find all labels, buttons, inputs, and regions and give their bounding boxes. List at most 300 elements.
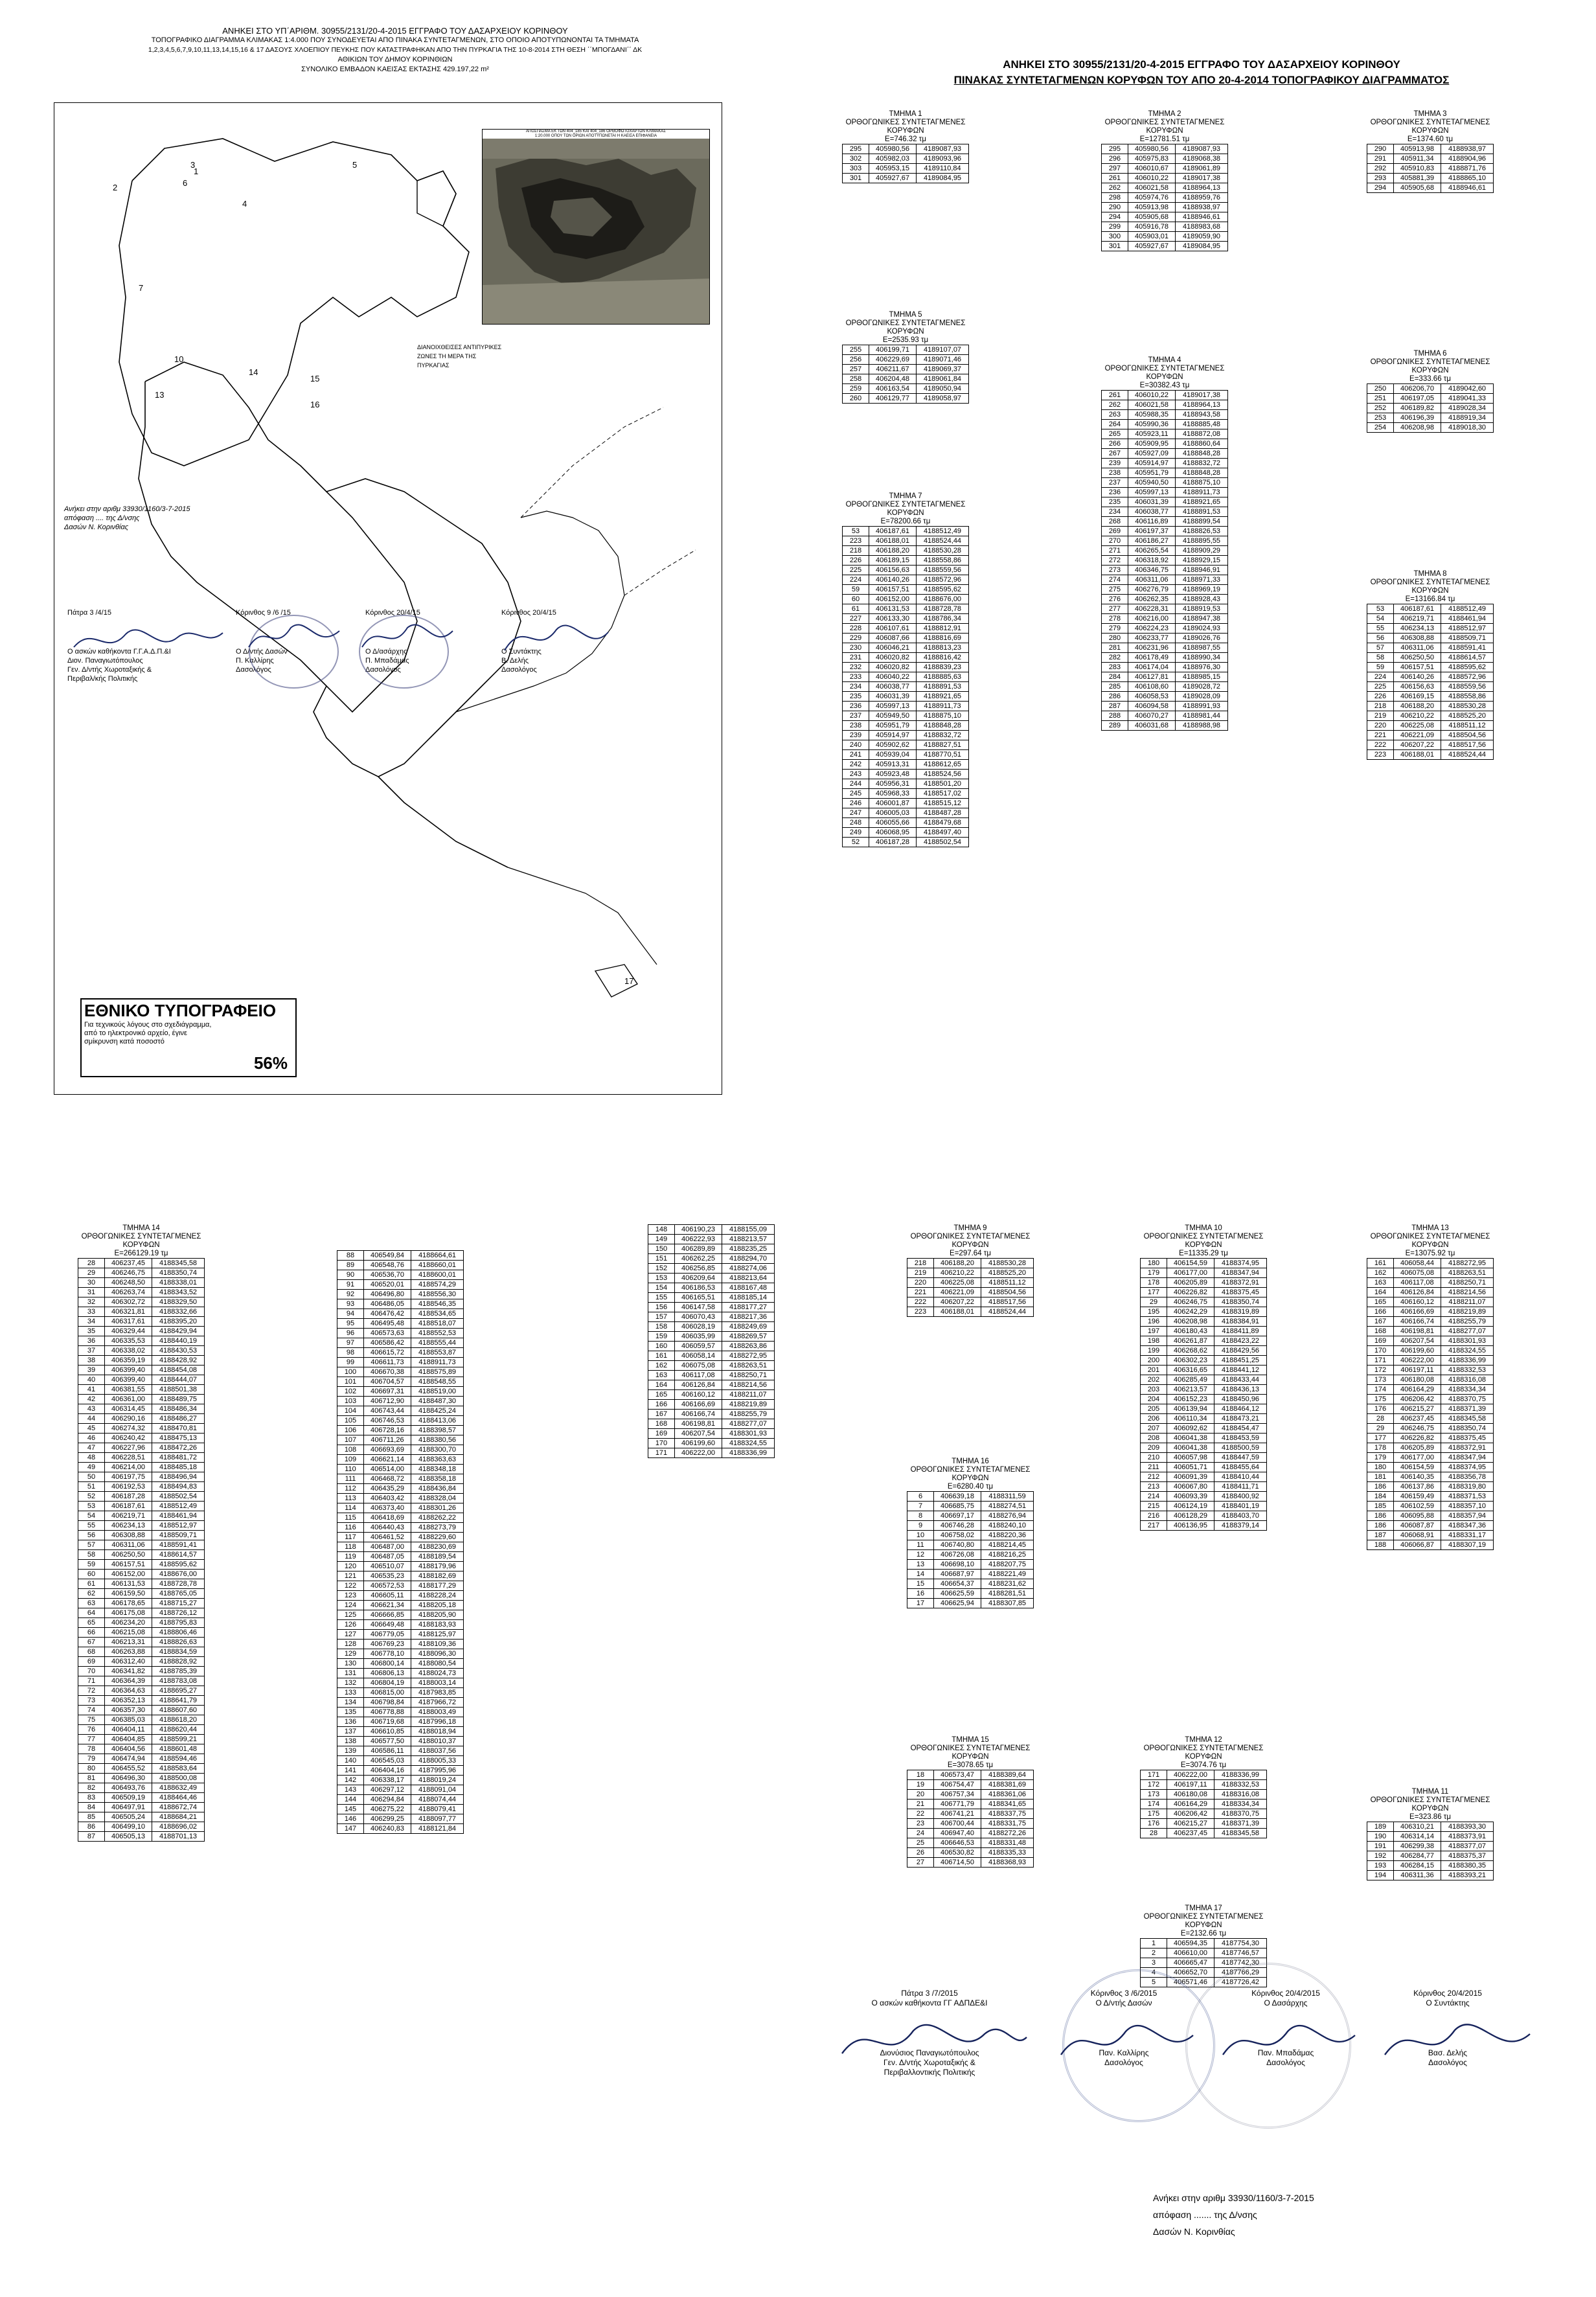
table-cell-y: 4188377,07 — [1441, 1842, 1494, 1851]
table-row — [648, 1264, 775, 1274]
table-cell-id: 220 — [1367, 721, 1394, 731]
table-cell-x: 406265,54 — [1128, 546, 1176, 556]
coord-table-body-tmima-16 — [907, 1491, 1034, 1608]
table-cell-x: 406284,77 — [1394, 1851, 1441, 1861]
table-row — [648, 1303, 775, 1312]
table-cell-y: 4188393,30 — [1441, 1822, 1494, 1832]
bottom-sig3-place: Κόρινθος 20/4/2015 — [1251, 1989, 1320, 1998]
table-row — [1141, 1346, 1267, 1356]
table-cell-x: 406189,15 — [869, 556, 917, 566]
table-cell-y: 4188384,91 — [1214, 1317, 1267, 1327]
table-cell-x: 406697,31 — [364, 1387, 411, 1397]
table-cell-y: 4188428,92 — [152, 1356, 205, 1366]
table-cell-y: 4188005,33 — [411, 1756, 464, 1766]
table-cell-id: 14 — [907, 1570, 934, 1579]
table-cell-x: 406108,60 — [1128, 682, 1176, 692]
table-cell-id: 124 — [337, 1601, 364, 1610]
table-cell-x: 405905,68 — [1394, 183, 1441, 193]
tmima-label: ΤΜΗΜΑ 2 — [1148, 110, 1181, 118]
tmima-label: ΤΜΗΜΑ 3 — [1413, 110, 1447, 118]
table-row — [1367, 394, 1494, 404]
table-cell-x: 406222,00 — [1167, 1770, 1214, 1780]
table-row — [648, 1371, 775, 1380]
table-row — [1367, 1346, 1494, 1356]
table-cell-y: 4188512,49 — [917, 527, 969, 536]
table-cell-x: 406302,23 — [1167, 1356, 1214, 1366]
table-row — [1102, 193, 1228, 203]
caption-orthogonal: ΟΡΘΟΓΩΝΙΚΕΣ ΣΥΝΤΕΤΑΓΜΕΝΕΣ — [1370, 358, 1490, 366]
table-row — [843, 374, 969, 384]
table-cell-id: 284 — [1102, 672, 1128, 682]
table-cell-x: 406180,43 — [1167, 1327, 1214, 1336]
table-cell-y: 4188214,56 — [1441, 1288, 1494, 1297]
table-cell-id: 62 — [78, 1589, 105, 1599]
table-cell-id: 77 — [78, 1735, 105, 1744]
table-row — [1102, 595, 1228, 604]
table-cell-y: 4188728,78 — [152, 1579, 205, 1589]
table-row — [843, 799, 969, 808]
table-row — [1141, 1395, 1267, 1404]
table-cell-id: 285 — [1102, 682, 1128, 692]
table-cell-x: 405903,01 — [1128, 232, 1176, 242]
table-cell-x: 405927,09 — [1128, 449, 1176, 459]
table-row — [78, 1375, 205, 1385]
table-row — [907, 1492, 1034, 1502]
table-cell-x: 406687,97 — [934, 1570, 981, 1579]
table-cell-x: 406246,75 — [1394, 1424, 1441, 1434]
table-cell-x: 406075,08 — [1394, 1268, 1441, 1278]
map-sig4-role1: Ο Συντάκτης — [501, 648, 542, 656]
table-cell-x: 406778,88 — [364, 1708, 411, 1717]
table-cell-x: 406778,10 — [364, 1649, 411, 1659]
table-cell-id: 163 — [648, 1371, 675, 1380]
table-cell-y: 4188177,27 — [722, 1303, 775, 1312]
table-cell-y: 4188904,96 — [1441, 154, 1494, 164]
table-row — [648, 1244, 775, 1254]
table-cell-id: 173 — [1141, 1790, 1167, 1800]
table-cell-y: 4188641,79 — [152, 1696, 205, 1706]
table-cell-id: 225 — [843, 566, 869, 575]
ethniko-note-3: σμίκρυνση κατά ποσοστό — [84, 1038, 165, 1046]
table-cell-x: 406605,11 — [364, 1591, 411, 1601]
table-row — [337, 1591, 464, 1601]
table-cell-x: 406509,19 — [105, 1793, 152, 1803]
table-cell-id: 234 — [1102, 507, 1128, 517]
table-cell-x: 406440,43 — [364, 1523, 411, 1533]
table-cell-id: 41 — [78, 1385, 105, 1395]
table-cell-x: 406160,12 — [1394, 1297, 1441, 1307]
table-cell-x: 406213,31 — [105, 1638, 152, 1647]
table-cell-y: 4188358,18 — [411, 1474, 464, 1484]
table-cell-id: 44 — [78, 1414, 105, 1424]
table-cell-x: 405988,35 — [1128, 410, 1176, 420]
table-cell-x: 406093,39 — [1167, 1492, 1214, 1502]
table-row — [1102, 575, 1228, 585]
table-cell-y: 4188335,33 — [981, 1848, 1034, 1858]
table-row — [78, 1268, 205, 1278]
table-cell-y: 4188436,84 — [411, 1484, 464, 1494]
svg-text:3: 3 — [190, 160, 196, 170]
caption-korufon: ΚΟΡΥΦΩΝ — [952, 1474, 989, 1482]
table-cell-y: 4188205,18 — [411, 1601, 464, 1610]
table-row — [78, 1327, 205, 1336]
table-cell-x: 406208,98 — [1394, 423, 1441, 433]
table-row — [1102, 702, 1228, 711]
coord-table-title-tmima-8 — [1367, 570, 1494, 604]
table-cell-y: 4187996,18 — [411, 1717, 464, 1727]
table-cell-x: 406160,12 — [675, 1390, 722, 1400]
table-cell-id: 262 — [1102, 400, 1128, 410]
table-cell-y: 4188969,19 — [1176, 585, 1228, 595]
table-row — [78, 1385, 205, 1395]
table-row — [1102, 517, 1228, 527]
table-row — [1102, 556, 1228, 566]
table-cell-id: 143 — [337, 1785, 364, 1795]
table-cell-y: 4188371,39 — [1214, 1819, 1267, 1829]
table-cell-y: 4187966,72 — [411, 1698, 464, 1708]
table-cell-x: 406075,08 — [675, 1361, 722, 1371]
table-cell-id: 227 — [843, 614, 869, 624]
table-cell-x: 406769,23 — [364, 1640, 411, 1649]
table-cell-y: 4188839,23 — [917, 663, 969, 672]
caption-korufon: ΚΟΡΥΦΩΝ — [887, 127, 924, 135]
map-sig2-role3: Δασολόγος — [236, 666, 271, 674]
table-cell-id: 180 — [1367, 1463, 1394, 1472]
table-cell-x: 406221,09 — [1394, 731, 1441, 740]
table-cell-id: 79 — [78, 1754, 105, 1764]
table-row — [1102, 391, 1228, 400]
table-cell-y: 4188400,92 — [1214, 1492, 1267, 1502]
table-row — [337, 1571, 464, 1581]
table-cell-y: 4188600,01 — [411, 1270, 464, 1280]
table-row — [843, 653, 969, 663]
table-cell-y: 4188632,49 — [152, 1783, 205, 1793]
table-cell-x: 406213,57 — [1167, 1385, 1214, 1395]
tmima-label: ΤΜΗΜΑ 11 — [1411, 1788, 1449, 1796]
table-cell-x: 406126,84 — [675, 1380, 722, 1390]
table-cell-id: 35 — [78, 1327, 105, 1336]
coord-table-body-tmima-11 — [1367, 1822, 1494, 1880]
table-cell-y: 4188515,12 — [917, 799, 969, 808]
table-cell-id: 209 — [1141, 1443, 1167, 1453]
table-cell-id: 153 — [648, 1274, 675, 1283]
table-cell-id: 164 — [648, 1380, 675, 1390]
table-cell-id: 94 — [337, 1309, 364, 1319]
table-cell-x: 406399,40 — [105, 1375, 152, 1385]
table-cell-id: 61 — [78, 1579, 105, 1589]
table-cell-x: 406268,62 — [1167, 1346, 1214, 1356]
table-cell-x: 406455,52 — [105, 1764, 152, 1774]
table-cell-y: 4188211,07 — [1441, 1297, 1494, 1307]
table-cell-x: 405997,13 — [869, 702, 917, 711]
table-cell-x: 406187,61 — [105, 1502, 152, 1511]
table-row — [1141, 1790, 1267, 1800]
table-cell-x: 406404,11 — [105, 1725, 152, 1735]
table-cell-x: 406289,89 — [675, 1244, 722, 1254]
table-cell-y: 4188899,54 — [1176, 517, 1228, 527]
tmima-label: ΤΜΗΜΑ 4 — [1148, 356, 1181, 364]
table-row — [1367, 1336, 1494, 1346]
table-cell-id: 59 — [1367, 663, 1394, 672]
table-cell-id: 210 — [1141, 1453, 1167, 1463]
table-cell-y: 4188363,63 — [411, 1455, 464, 1465]
table-cell-x: 406152,00 — [869, 595, 917, 604]
table-row — [648, 1448, 775, 1458]
table-row — [1102, 624, 1228, 634]
table-cell-x: 406198,81 — [675, 1419, 722, 1429]
table-cell-x: 406211,67 — [869, 365, 917, 374]
table-cell-id: 67 — [78, 1638, 105, 1647]
table-cell-y: 4188347,94 — [1214, 1268, 1267, 1278]
table-row — [1102, 183, 1228, 193]
table-cell-y: 4188783,08 — [152, 1676, 205, 1686]
table-row — [78, 1472, 205, 1482]
table-cell-y: 4189068,38 — [1176, 154, 1228, 164]
table-row — [78, 1434, 205, 1443]
table-row — [907, 1278, 1034, 1288]
table-row — [337, 1338, 464, 1348]
table-cell-id: 161 — [1367, 1259, 1394, 1268]
table-cell-x: 406219,71 — [1394, 614, 1441, 624]
table-cell-x: 406312,40 — [105, 1657, 152, 1667]
table-cell-x: 405974,76 — [1128, 193, 1176, 203]
table-cell-x: 406798,84 — [364, 1698, 411, 1708]
coord-table-body-tmima-14b — [337, 1250, 464, 1834]
table-cell-id: 60 — [78, 1570, 105, 1579]
table-cell-id: 271 — [1102, 546, 1128, 556]
table-row — [843, 789, 969, 799]
table-cell-y: 4188429,94 — [152, 1327, 205, 1336]
table-cell-id: 118 — [337, 1542, 364, 1552]
table-cell-y: 4188517,02 — [917, 789, 969, 799]
table-cell-x: 406536,70 — [364, 1270, 411, 1280]
table-cell-id: 115 — [337, 1513, 364, 1523]
table-cell-id: 274 — [1102, 575, 1128, 585]
table-row — [78, 1686, 205, 1696]
table-cell-y: 4189024,93 — [1176, 624, 1228, 634]
table-cell-y: 4188470,81 — [152, 1424, 205, 1434]
table-row — [1141, 1770, 1267, 1780]
area-value: Ε=30382.43 τμ — [1139, 382, 1190, 389]
table-cell-id: 45 — [78, 1424, 105, 1434]
table-row — [1367, 1540, 1494, 1550]
table-cell-x: 406468,72 — [364, 1474, 411, 1484]
table-cell-id: 214 — [1141, 1492, 1167, 1502]
tmima-label: ΤΜΗΜΑ 13 — [1411, 1224, 1449, 1232]
table-cell-y: 4188871,76 — [1441, 164, 1494, 174]
table-cell-y: 4188393,21 — [1441, 1871, 1494, 1880]
table-cell-y: 4188024,73 — [411, 1669, 464, 1678]
table-cell-id: 260 — [843, 394, 869, 404]
table-cell-id: 188 — [1367, 1540, 1394, 1550]
table-cell-x: 406188,20 — [934, 1259, 981, 1268]
table-cell-id: 216 — [1141, 1511, 1167, 1521]
area-value: Ε=6280.40 τμ — [947, 1483, 994, 1491]
table-cell-y: 4189071,46 — [917, 355, 969, 365]
coord-table-tmima-6 — [1367, 350, 1494, 433]
coord-table-title-tmima-9 — [907, 1224, 1034, 1258]
table-row — [1141, 1482, 1267, 1492]
table-row — [1367, 1492, 1494, 1502]
table-cell-y: 4188338,01 — [152, 1278, 205, 1288]
antipyriki-zone-note — [417, 343, 547, 370]
table-cell-x: 406311,06 — [105, 1540, 152, 1550]
table-cell-id: 145 — [337, 1805, 364, 1814]
table-cell-y: 4188331,17 — [1441, 1531, 1494, 1540]
bottom-sig4-role: Ο Συντάκτης — [1426, 1998, 1470, 2007]
coord-table-body-tmima-14c — [648, 1224, 775, 1458]
table-cell-id: 297 — [1102, 164, 1128, 174]
table-row — [1367, 1521, 1494, 1531]
table-cell-id: 12 — [907, 1550, 934, 1560]
table-cell-x: 406058,44 — [1394, 1259, 1441, 1268]
table-cell-id: 88 — [337, 1251, 364, 1261]
table-cell-id: 144 — [337, 1795, 364, 1805]
table-cell-id: 280 — [1102, 634, 1128, 643]
area-value: Ε=333.66 τμ — [1409, 375, 1451, 383]
table-cell-y: 4188433,44 — [1214, 1375, 1267, 1385]
table-cell-x: 406610,00 — [1167, 1948, 1214, 1958]
table-cell-x: 406180,08 — [1394, 1375, 1441, 1385]
table-cell-y: 4188230,69 — [411, 1542, 464, 1552]
table-cell-y: 4188512,97 — [1441, 624, 1494, 634]
table-cell-id: 69 — [78, 1657, 105, 1667]
table-cell-id: 190 — [1367, 1832, 1394, 1842]
bottom-signature-scribble-1 — [836, 2015, 1030, 2073]
table-cell-x: 406207,22 — [934, 1297, 981, 1307]
table-cell-x: 406299,25 — [364, 1814, 411, 1824]
table-cell-y: 4188213,57 — [722, 1235, 775, 1244]
table-cell-x: 406197,11 — [1167, 1780, 1214, 1790]
table-cell-y: 4188524,44 — [981, 1307, 1034, 1317]
table-row — [1141, 1268, 1267, 1278]
table-cell-x: 406246,75 — [105, 1268, 152, 1278]
bottom-reference-note — [1153, 2189, 1555, 2240]
table-cell-x: 406262,25 — [675, 1254, 722, 1264]
table-cell-x: 406373,40 — [364, 1503, 411, 1513]
table-cell-y: 4188331,75 — [981, 1819, 1034, 1829]
table-cell-x: 405939,04 — [869, 750, 917, 760]
table-row — [337, 1678, 464, 1688]
table-cell-y: 4188255,79 — [722, 1410, 775, 1419]
table-row — [1102, 212, 1228, 222]
table-row — [337, 1358, 464, 1367]
table-cell-x: 406226,82 — [1394, 1434, 1441, 1443]
table-cell-y: 4188361,06 — [981, 1790, 1034, 1800]
table-cell-x: 406208,98 — [1167, 1317, 1214, 1327]
table-cell-x: 406068,95 — [869, 828, 917, 838]
area-value: Ε=746.32 τμ — [885, 135, 926, 143]
table-cell-id: 47 — [78, 1443, 105, 1453]
table-row — [1367, 1482, 1494, 1492]
table-cell-y: 4188423,22 — [1214, 1336, 1267, 1346]
table-cell-y: 4188300,70 — [411, 1445, 464, 1455]
table-cell-x: 406757,34 — [934, 1790, 981, 1800]
table-cell-id: 103 — [337, 1397, 364, 1406]
table-cell-x: 405916,78 — [1128, 222, 1176, 232]
table-cell-x: 406311,06 — [1394, 643, 1441, 653]
table-cell-id: 207 — [1141, 1424, 1167, 1434]
coord-table-tmima-4 — [1101, 356, 1228, 731]
table-cell-id: 139 — [337, 1746, 364, 1756]
table-row — [78, 1366, 205, 1375]
table-cell-id: 292 — [1367, 164, 1394, 174]
table-cell-x: 406028,19 — [675, 1322, 722, 1332]
table-row — [337, 1814, 464, 1824]
table-cell-y: 4188411,89 — [1214, 1327, 1267, 1336]
table-cell-y: 4189058,97 — [917, 394, 969, 404]
table-cell-id: 28 — [1367, 1414, 1394, 1424]
table-cell-id: 130 — [337, 1659, 364, 1669]
table-row — [78, 1492, 205, 1502]
table-cell-id: 90 — [337, 1270, 364, 1280]
table-cell-y: 4188276,94 — [981, 1511, 1034, 1521]
table-cell-y: 4188555,44 — [411, 1338, 464, 1348]
table-cell-x: 406041,38 — [1167, 1443, 1214, 1453]
table-cell-id: 74 — [78, 1706, 105, 1715]
table-cell-y: 4188848,28 — [917, 721, 969, 731]
table-cell-y: 4188294,70 — [722, 1254, 775, 1264]
table-cell-id: 302 — [843, 154, 869, 164]
table-cell-y: 4189059,90 — [1176, 232, 1228, 242]
table-cell-y: 4187995,96 — [411, 1766, 464, 1776]
table-cell-y: 4188929,15 — [1176, 556, 1228, 566]
table-row — [1102, 468, 1228, 478]
table-cell-id: 106 — [337, 1426, 364, 1435]
table-row — [78, 1774, 205, 1783]
table-cell-x: 406038,77 — [1128, 507, 1176, 517]
table-cell-y: 4188496,94 — [152, 1472, 205, 1482]
table-cell-y: 4188240,10 — [981, 1521, 1034, 1531]
table-cell-y: 4188079,41 — [411, 1805, 464, 1814]
table-row — [337, 1465, 464, 1474]
table-cell-y: 4188074,44 — [411, 1795, 464, 1805]
table-cell-x: 406091,39 — [1167, 1472, 1214, 1482]
area-value: Ε=13166.84 τμ — [1405, 595, 1455, 603]
table-cell-y: 4188307,19 — [1441, 1540, 1494, 1550]
table-cell-x: 406299,38 — [1394, 1842, 1441, 1851]
svg-text:4: 4 — [242, 199, 247, 209]
table-cell-id: 197 — [1141, 1327, 1167, 1336]
table-cell-id: 59 — [78, 1560, 105, 1570]
table-cell-id: 128 — [337, 1640, 364, 1649]
table-cell-x: 406199,71 — [869, 345, 917, 355]
table-cell-y: 4188324,55 — [722, 1439, 775, 1448]
table-cell-y: 4188511,12 — [1441, 721, 1494, 731]
table-row — [1102, 420, 1228, 429]
table-cell-x: 406231,96 — [1128, 643, 1176, 653]
caption-orthogonal: ΟΡΘΟΓΩΝΙΚΕΣ ΣΥΝΤΕΤΑΓΜΕΝΕΣ — [1104, 119, 1225, 126]
table-cell-x: 406095,88 — [1394, 1511, 1441, 1521]
table-cell-id: 99 — [337, 1358, 364, 1367]
table-row — [1367, 1822, 1494, 1832]
table-cell-x: 406040,22 — [869, 672, 917, 682]
table-cell-x: 406031,39 — [1128, 497, 1176, 507]
handwrite-line2: απόφαση .... της Δ/νσης — [64, 514, 140, 522]
table-cell-x: 406094,58 — [1128, 702, 1176, 711]
table-cell-y: 4188345,58 — [1214, 1829, 1267, 1838]
table-row — [1367, 1434, 1494, 1443]
table-cell-id: 39 — [78, 1366, 105, 1375]
table-row — [78, 1346, 205, 1356]
table-cell-y: 4188834,59 — [152, 1647, 205, 1657]
area-value: Ε=12781.51 τμ — [1139, 135, 1190, 143]
table-cell-id: 122 — [337, 1581, 364, 1591]
table-row — [1367, 164, 1494, 174]
table-cell-x: 405913,98 — [1394, 144, 1441, 154]
signature-scribble-1 — [67, 621, 229, 660]
aerial-caption-line2: 1:20.000 ΟΠΟΥ ΤΩΝ ΟΡΙΩΝ ΑΠΟΤΥΠΩΝΕΤΑΙ Η ΚΑΕΙΣΑ ΕΠΙΦΑΝΕΙΑ — [534, 134, 657, 138]
